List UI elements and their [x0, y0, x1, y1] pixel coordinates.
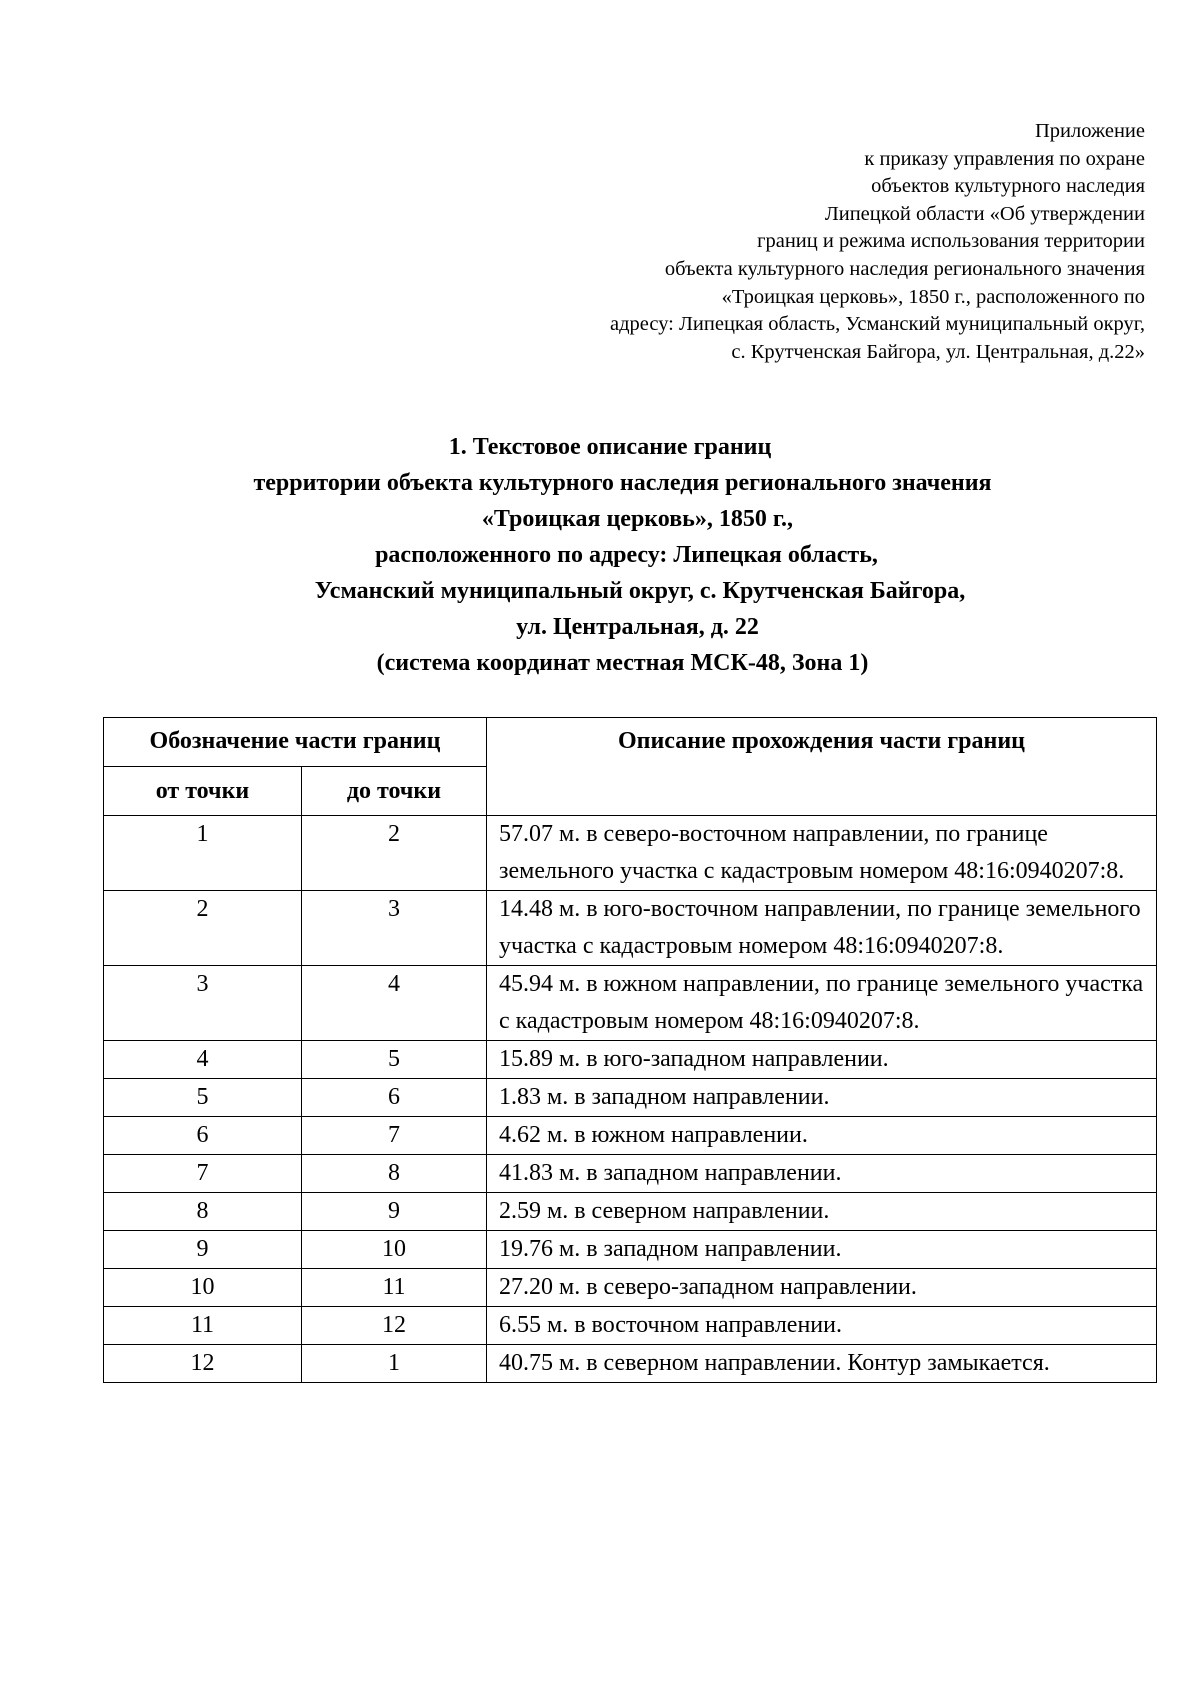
header-from-point: от точки: [104, 767, 302, 816]
appendix-line: Приложение: [1034, 120, 1145, 142]
table-row: [104, 1307, 1157, 1345]
table-row: [104, 1345, 1157, 1383]
from-point-cell: 4: [104, 1041, 302, 1079]
header-description: Описание прохождения части границ: [487, 718, 1157, 816]
to-point-cell: 3: [302, 891, 487, 966]
from-point-cell: 6: [104, 1117, 302, 1155]
table-row: [104, 891, 1157, 966]
description-cell: 41.83 м. в западном направлении.: [487, 1155, 1157, 1193]
description-cell: 6.55 м. в восточном направлении.: [487, 1307, 1157, 1345]
description-cell: 1.83 м. в западном направлении.: [487, 1079, 1157, 1117]
appendix-line: к приказу управления по охране: [864, 147, 1145, 170]
table-row: [104, 1155, 1157, 1193]
to-point-cell: 12: [302, 1307, 487, 1345]
appendix-line: с. Крутченская Байгора, ул. Центральная, д.22»: [731, 340, 1145, 363]
description-cell: 19.76 м. в западном направлении.: [487, 1231, 1157, 1269]
appendix-block: [610, 118, 1145, 366]
appendix-line: объекта культурного наследия регионального значения: [664, 257, 1145, 280]
title-line: (система координат местная МСК-48, Зона 1): [376, 650, 869, 676]
description-cell: 45.94 м. в южном направлении, по границе земельного участка с кадастровым номером 48:16:0940207:8.: [487, 966, 1157, 1041]
table-row: [104, 1193, 1157, 1231]
from-point-cell: 7: [104, 1155, 302, 1193]
table-row: [104, 966, 1157, 1041]
from-point-cell: 12: [104, 1345, 302, 1383]
document-title: [60, 429, 1140, 681]
table-row: [104, 1079, 1157, 1117]
appendix-line: границ и режима использования территории: [757, 230, 1145, 253]
to-point-cell: 10: [302, 1231, 487, 1269]
from-point-cell: 10: [104, 1269, 302, 1307]
table-row: [104, 1041, 1157, 1079]
description-cell: 14.48 м. в юго-восточном направлении, по границе земельного участка с кадастровым номером 48:16:0940207:8.: [487, 891, 1157, 966]
to-point-cell: 5: [302, 1041, 487, 1079]
to-point-cell: 1: [302, 1345, 487, 1383]
to-point-cell: 7: [302, 1117, 487, 1155]
to-point-cell: 9: [302, 1193, 487, 1231]
description-cell: 40.75 м. в северном направлении. Контур замыкается.: [487, 1345, 1157, 1383]
appendix-line: объектов культурного наследия: [871, 175, 1145, 198]
header-boundary-part: Обозначение части границ: [104, 718, 487, 767]
table-row: [104, 1117, 1157, 1155]
header-to-point: до точки: [302, 767, 487, 816]
title-line: территории объекта культурного наследия регионального значения: [253, 470, 992, 496]
to-point-cell: 8: [302, 1155, 487, 1193]
description-cell: 2.59 м. в северном направлении.: [487, 1193, 1157, 1231]
description-cell: 27.20 м. в северо-западном направлении.: [487, 1269, 1157, 1307]
to-point-cell: 2: [302, 816, 487, 891]
table-row: [104, 1269, 1157, 1307]
from-point-cell: 8: [104, 1193, 302, 1231]
from-point-cell: 3: [104, 966, 302, 1041]
boundary-table: [103, 717, 1157, 1383]
to-point-cell: 11: [302, 1269, 487, 1307]
to-point-cell: 4: [302, 966, 487, 1041]
description-cell: 4.62 м. в южном направлении.: [487, 1117, 1157, 1155]
from-point-cell: 11: [104, 1307, 302, 1345]
description-cell: 57.07 м. в северо-восточном направлении, по границе земельного участка с кадастровым номером 48:16:0940207:8.: [487, 816, 1157, 891]
appendix-line: «Троицкая церковь», 1850 г., расположенного по: [721, 285, 1145, 308]
appendix-line: Липецкой области «Об утверждении: [824, 202, 1145, 225]
to-point-cell: 6: [302, 1079, 487, 1117]
description-cell: 15.89 м. в юго-западном направлении.: [487, 1041, 1157, 1079]
from-point-cell: 9: [104, 1231, 302, 1269]
from-point-cell: 2: [104, 891, 302, 966]
title-line: «Троицкая церковь», 1850 г.,: [481, 506, 794, 532]
from-point-cell: 5: [104, 1079, 302, 1117]
table-header-row: [104, 718, 1157, 767]
appendix-line: адресу: Липецкая область, Усманский муниципальный округ,: [609, 313, 1145, 336]
table-row: [104, 1231, 1157, 1269]
title-line: Усманский муниципальный округ, с. Крутченская Байгора,: [314, 578, 966, 604]
title-line: 1. Текстовое описание границ: [448, 434, 772, 460]
title-line: ул. Центральная, д. 22: [516, 614, 759, 640]
table-row: [104, 816, 1157, 891]
title-line: расположенного по адресу: Липецкая область,: [375, 542, 878, 568]
from-point-cell: 1: [104, 816, 302, 891]
